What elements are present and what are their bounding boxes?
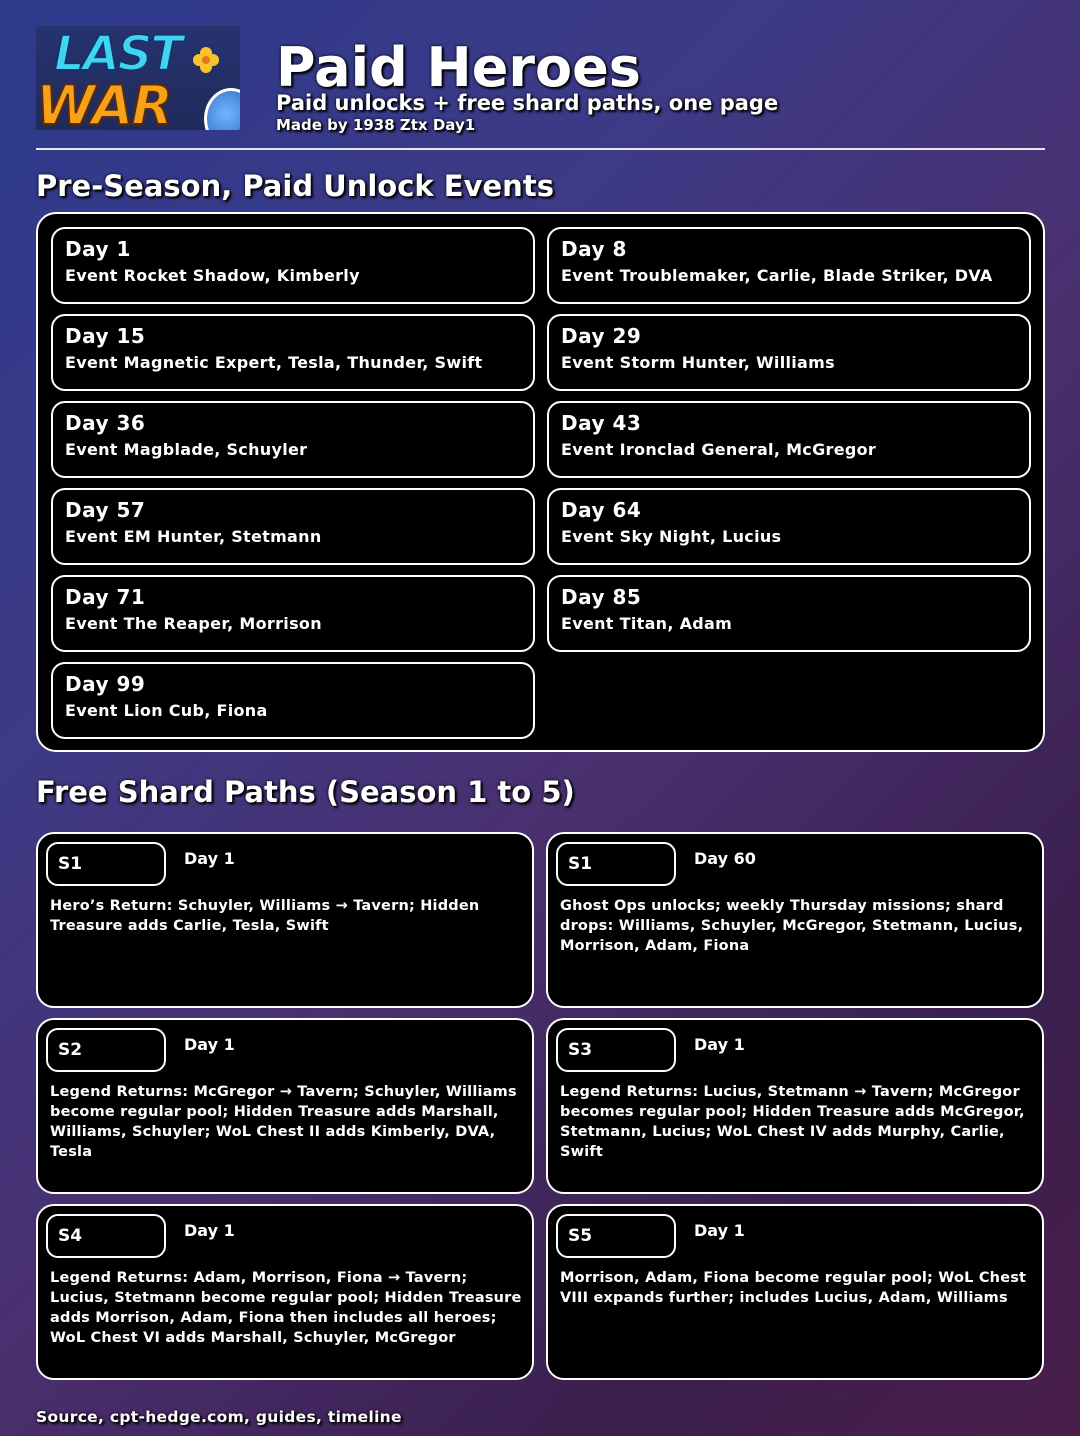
event-day: Day 36	[65, 411, 146, 435]
paid-events-panel	[36, 212, 1045, 752]
event-day: Day 71	[65, 585, 146, 609]
season-badge: S1	[46, 842, 166, 886]
page-title: Paid Heroes	[276, 36, 641, 99]
shard-path-description: Legend Returns: McGregor → Tavern; Schuyler, Williams become regular pool; Hidden Treasure adds Marshall, Williams, Schuyler; WoL Chest II adds Kimberly, DVA, Tesla	[50, 1084, 517, 1160]
paid-event-card	[51, 575, 535, 652]
paid-event-card	[547, 314, 1031, 391]
shard-path-description: Morrison, Adam, Fiona become regular pool; WoL Chest VIII expands further; includes Lucius, Adam, Williams	[560, 1270, 1027, 1306]
shard-path-card	[546, 1204, 1044, 1380]
season-day: Day 60	[694, 849, 756, 868]
event-heroes: Event Magnetic Expert, Tesla, Thunder, Swift	[65, 353, 483, 372]
source-footer: Source, cpt-hedge.com, guides, timeline	[36, 1408, 402, 1426]
last-war-logo	[36, 26, 240, 130]
season-badge: S4	[46, 1214, 166, 1258]
paid-event-card	[547, 227, 1031, 304]
shard-path-card	[546, 832, 1044, 1008]
shard-path-card	[546, 1018, 1044, 1194]
shard-path-card	[36, 1204, 534, 1380]
shard-path-description: Legend Returns: Lucius, Stetmann → Tavern; McGregor becomes regular pool; Hidden Treasure adds McGregor, Stetmann, Lucius; WoL Chest IV adds Murphy, Carlie, Swift	[560, 1084, 1025, 1160]
event-day: Day 1	[65, 237, 131, 261]
paid-event-card	[51, 314, 535, 391]
paid-event-card	[547, 488, 1031, 565]
free-section-title: Free Shard Paths (Season 1 to 5)	[36, 775, 575, 809]
season-day: Day 1	[184, 1221, 235, 1240]
event-heroes: Event The Reaper, Morrison	[65, 614, 322, 633]
season-day: Day 1	[694, 1221, 745, 1240]
event-heroes: Event Lion Cub, Fiona	[65, 701, 268, 720]
season-badge: S1	[556, 842, 676, 886]
season-day: Day 1	[184, 849, 235, 868]
event-day: Day 64	[561, 498, 642, 522]
season-badge: S2	[46, 1028, 166, 1072]
header-divider	[36, 148, 1045, 150]
logo-text-war: WAR	[36, 74, 172, 130]
season-badge: S5	[556, 1214, 676, 1258]
logo-text-last: LAST	[54, 26, 182, 82]
flowerpot-icon	[204, 88, 240, 130]
paid-event-card	[51, 401, 535, 478]
event-day: Day 85	[561, 585, 642, 609]
paid-event-card	[51, 662, 535, 739]
event-day: Day 43	[561, 411, 642, 435]
event-day: Day 8	[561, 237, 627, 261]
flower-icon	[192, 46, 220, 74]
event-day: Day 57	[65, 498, 146, 522]
paid-event-card	[547, 401, 1031, 478]
shard-path-description: Ghost Ops unlocks; weekly Thursday missions; shard drops: Williams, Schuyler, McGregor, Stetmann, Lucius, Morrison, Adam, Fiona	[560, 898, 1024, 954]
paid-event-card	[51, 227, 535, 304]
shard-path-description: Legend Returns: Adam, Morrison, Fiona → Tavern; Lucius, Stetmann become regular pool; Hidden Treasure adds Morrison, Adam, Fiona then includes all heroes; WoL Chest VI adds Marshall, Schuyler, McGregor	[50, 1270, 522, 1346]
season-day: Day 1	[184, 1035, 235, 1054]
event-day: Day 29	[561, 324, 642, 348]
paid-event-card	[547, 575, 1031, 652]
page-subtitle: Paid unlocks + free shard paths, one page	[276, 91, 779, 115]
event-day: Day 99	[65, 672, 146, 696]
season-badge: S3	[556, 1028, 676, 1072]
shard-path-card	[36, 1018, 534, 1194]
event-heroes: Event Storm Hunter, Williams	[561, 353, 835, 372]
event-heroes: Event Troublemaker, Carlie, Blade Striker, DVA	[561, 266, 993, 285]
event-heroes: Event Sky Night, Lucius	[561, 527, 782, 546]
shard-path-description: Hero’s Return: Schuyler, Williams → Tavern; Hidden Treasure adds Carlie, Tesla, Swift	[50, 898, 480, 934]
event-heroes: Event EM Hunter, Stetmann	[65, 527, 322, 546]
author-credit: Made by 1938 Ztx Day1	[276, 116, 476, 134]
season-day: Day 1	[694, 1035, 745, 1054]
event-day: Day 15	[65, 324, 146, 348]
shard-path-card	[36, 832, 534, 1008]
event-heroes: Event Magblade, Schuyler	[65, 440, 308, 459]
paid-section-title: Pre-Season, Paid Unlock Events	[36, 169, 554, 203]
event-heroes: Event Titan, Adam	[561, 614, 733, 633]
event-heroes: Event Rocket Shadow, Kimberly	[65, 266, 360, 285]
event-heroes: Event Ironclad General, McGregor	[561, 440, 877, 459]
paid-event-card	[51, 488, 535, 565]
